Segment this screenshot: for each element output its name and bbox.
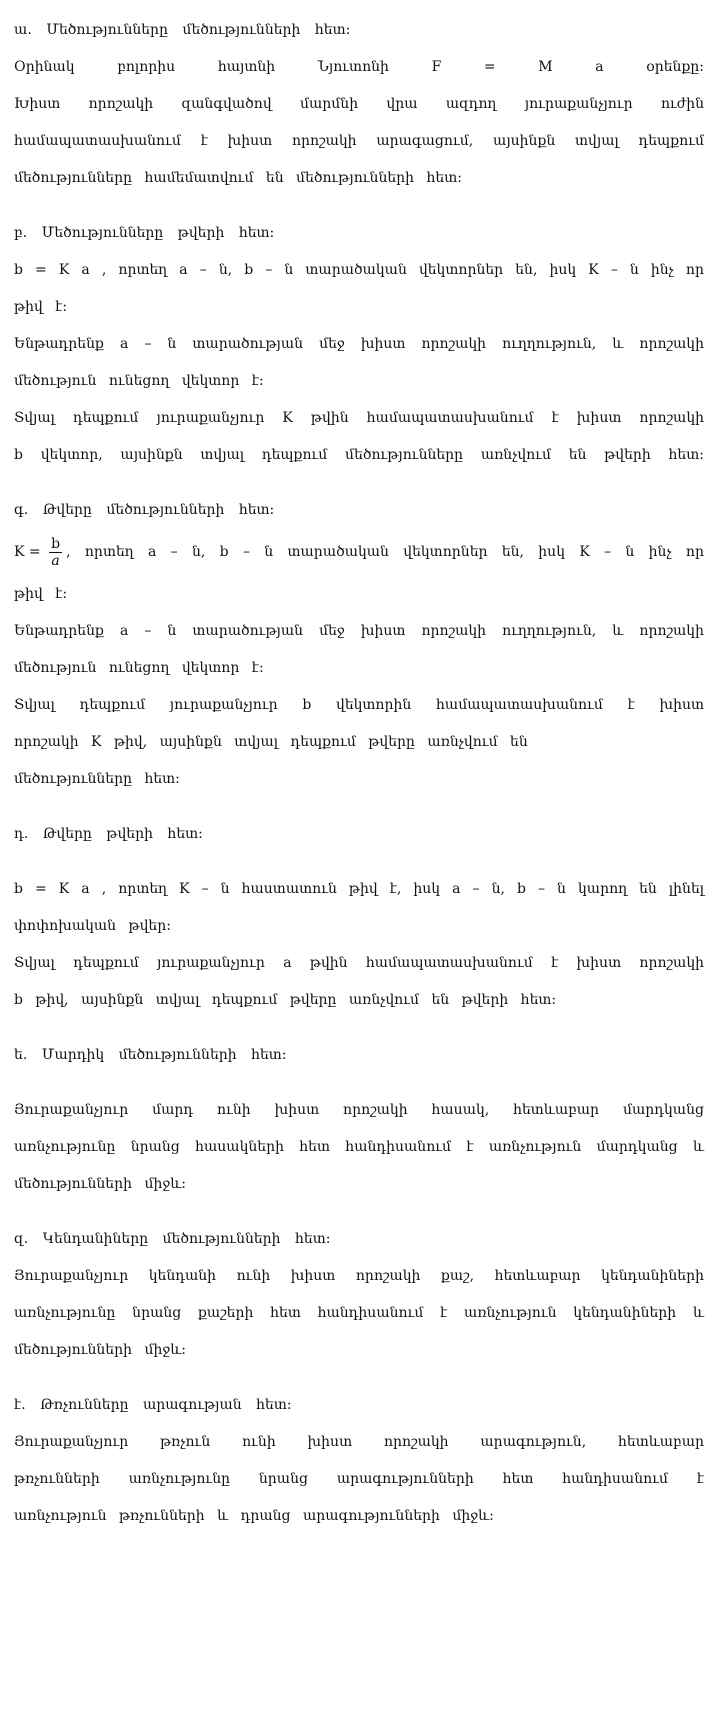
section-b-line: Ենթադրենք a – ն տարածության մեջ խիստ որոշակի ուղղություն, և որոշակի bbox=[14, 336, 704, 352]
section-c-line: Ենթադրենք a – ն տարածության մեջ խիստ որոշակի ուղղություն, և որոշակի bbox=[14, 623, 704, 639]
section-a-line: Խիստ որոշակի զանգվածով մարմնի վրա ազդող յուրաքանչյուր ուժին bbox=[14, 96, 704, 112]
section-b-heading: բ․ Մեծությունները թվերի հետ։ bbox=[14, 225, 275, 241]
paragraph-gap bbox=[14, 853, 704, 871]
section-b-line: մեծություն ունեցող վեկտոր է։ bbox=[14, 373, 264, 389]
section-e2-line: առնչություն թռչունների և դրանց արագությունների միջև։ bbox=[14, 1508, 494, 1524]
paragraph-gap bbox=[14, 798, 704, 816]
section-z-line: առնչությունը նրանց քաշերի հետ հանդիսանում է առնչություն կենդանիների և bbox=[14, 1305, 704, 1321]
section-c-line: մեծությունները հետ։ bbox=[14, 771, 180, 787]
section-e-line: մեծությունների միջև։ bbox=[14, 1176, 187, 1192]
formula bbox=[14, 529, 66, 576]
section-b-line: թիվ է։ bbox=[14, 299, 68, 315]
paragraph-gap bbox=[14, 1019, 704, 1037]
fraction bbox=[49, 536, 62, 569]
section-b-line: b վեկտոր, այսինքն տվյալ դեպքում մեծությունները առնչվում են թվերի հետ։ bbox=[14, 447, 704, 463]
section-c-formula-line bbox=[14, 529, 704, 576]
paragraph-gap bbox=[14, 474, 704, 492]
section-c-line: Տվյալ դեպքում յուրաքանչյուր b վեկտորին համապատասխանում է խիստ bbox=[14, 697, 704, 713]
section-c-line: մեծություն ունեցող վեկտոր է։ bbox=[14, 660, 264, 676]
paragraph-gap bbox=[14, 197, 704, 215]
section-d-line: b թիվ, այսինքն տվյալ դեպքում թվերը առնչվում են թվերի հետ։ bbox=[14, 992, 557, 1008]
section-e2-heading: է․ Թռչունները արագության հետ։ bbox=[14, 1397, 292, 1413]
section-z-heading: զ․ Կենդանիները մեծությունների հետ։ bbox=[14, 1231, 331, 1247]
section-z-line: մեծությունների միջև։ bbox=[14, 1342, 187, 1358]
section-c-line-rest: , որտեղ a – ն, b – ն տարածական վեկտորներ են, իսկ K – ն ինչ որ bbox=[66, 544, 704, 560]
section-e2-line: թռչունների առնչությունը նրանց արագությունների հետ հանդիսանում է bbox=[14, 1471, 704, 1487]
section-b-line: b = K a , որտեղ a – ն, b – ն տարածական վեկտորներ են, իսկ K – ն ինչ որ bbox=[14, 262, 704, 278]
section-e-heading: ե․ Մարդիկ մեծությունների հետ։ bbox=[14, 1047, 287, 1063]
section-e-line: առնչությունը նրանց հասակների հետ հանդիսանում է առնչություն մարդկանց և bbox=[14, 1139, 704, 1155]
section-a-line: համապատասխանում է խիստ որոշակի արագացում, այսինքն տվյալ դեպքում bbox=[14, 133, 704, 149]
section-a-line: Օրինակ բոլորիս հայտնի Նյուտոնի F = M a օրենքը։ bbox=[14, 59, 704, 75]
section-c-heading: գ․ Թվերը մեծությունների հետ։ bbox=[14, 502, 275, 518]
paragraph-gap bbox=[14, 1203, 704, 1221]
paragraph-gap bbox=[14, 1074, 704, 1092]
paragraph-gap bbox=[14, 1369, 704, 1387]
section-d-line: փոփոխական թվեր։ bbox=[14, 918, 171, 934]
section-e2-line: Յուրաքանչյուր թռչուն ունի խիստ որոշակի արագություն, հետևաբար bbox=[14, 1434, 704, 1450]
section-c-line: թիվ է։ bbox=[14, 586, 68, 602]
section-a-line: մեծությունները համեմատվում են մեծությունների հետ։ bbox=[14, 170, 462, 186]
section-b-line: Տվյալ դեպքում յուրաքանչյուր K թվին համապատասխանում է խիստ որոշակի bbox=[14, 410, 704, 426]
section-d-heading: դ․ Թվերը թվերի հետ։ bbox=[14, 826, 203, 842]
section-d-line: b = K a , որտեղ K – ն հաստատուն թիվ է, իսկ a – ն, b – ն կարող են լինել bbox=[14, 881, 704, 897]
section-c-line: որոշակի K թիվ, այսինքն տվյալ դեպքում թվերը առնչվում են bbox=[14, 734, 528, 750]
section-e-line: Յուրաքանչյուր մարդ ունի խիստ որոշակի հասակ, հետևաբար մարդկանց bbox=[14, 1102, 704, 1118]
section-z-line: Յուրաքանչյուր կենդանի ունի խիստ որոշակի քաշ, հետևաբար կենդանիների bbox=[14, 1268, 704, 1284]
fraction-denominator: a bbox=[51, 552, 60, 569]
section-a-heading: ա․ Մեծությունները մեծությունների հետ։ bbox=[14, 22, 351, 38]
k-label: K = bbox=[14, 544, 41, 560]
section-d-line: Տվյալ դեպքում յուրաքանչյուր a թվին համապատասխանում է խիստ որոշակի bbox=[14, 955, 704, 971]
fraction-numerator: b bbox=[51, 535, 61, 552]
